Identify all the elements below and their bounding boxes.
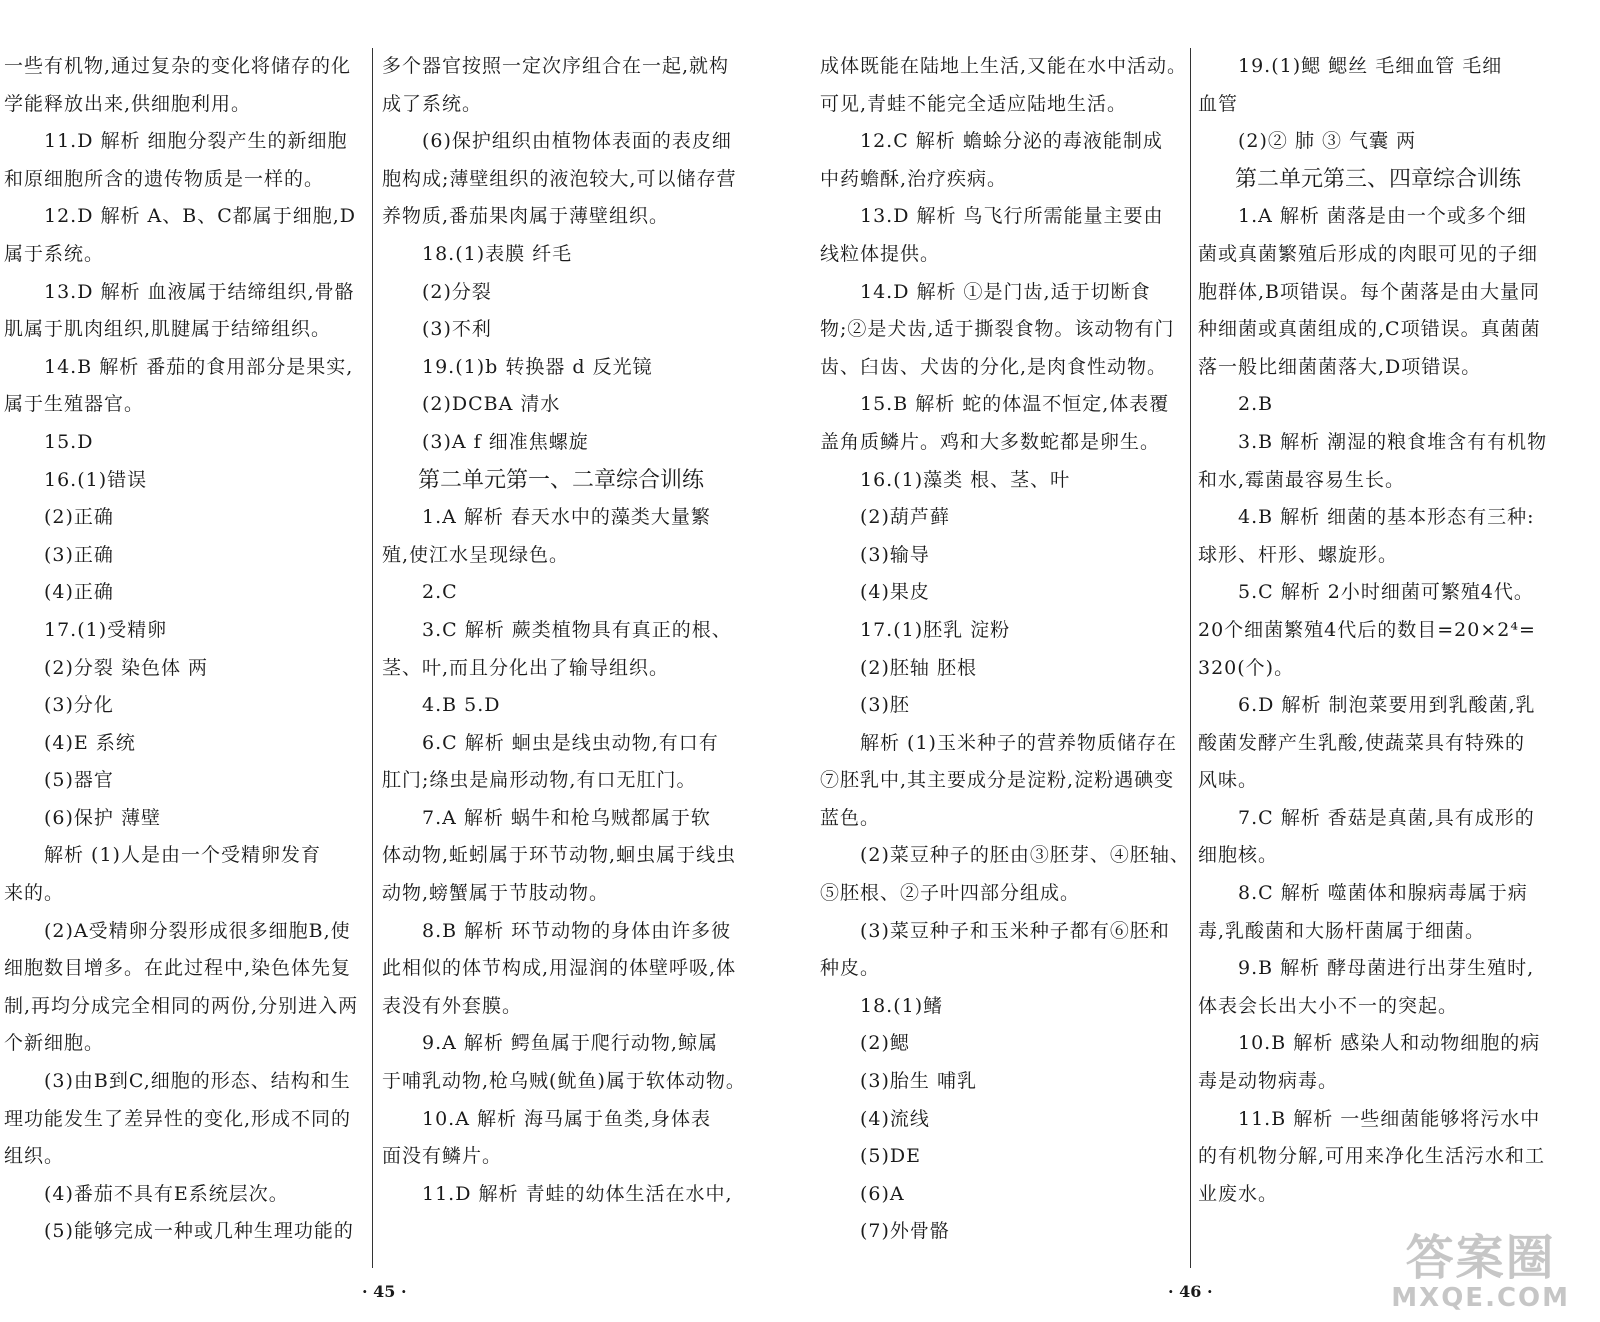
text-line: 7.C 解析 香菇是真菌,具有成形的 <box>1238 806 1535 829</box>
text-line: 18.(1)鳍 <box>860 994 944 1017</box>
text-line: 6.C 解析 蛔虫是线虫动物,有口有 <box>422 731 719 754</box>
text-line: 13.D 解析 鸟飞行所需能量主要由 <box>860 205 1164 228</box>
text-line: (2)鳃 <box>860 1032 910 1055</box>
text-line: (2)A受精卵分裂形成很多细胞B,使 <box>44 919 351 942</box>
text-line: (5)能够完成一种或几种生理功能的 <box>44 1220 354 1243</box>
text-line: 毒是动物病毒。 <box>1198 1070 1339 1093</box>
text-line: 11.D 解析 青蛙的幼体生活在水中, <box>422 1182 733 1205</box>
text-line: 3.B 解析 潮湿的粮食堆含有有机物 <box>1238 430 1548 453</box>
text-line: 属于系统。 <box>4 242 105 265</box>
text-line: 17.(1)胚乳 淀粉 <box>860 618 1011 641</box>
text-line: 1.A 解析 菌落是由一个或多个细 <box>1238 205 1527 228</box>
text-line: 一些有机物,通过复杂的变化将储存的化 <box>4 55 352 77</box>
text-line: 10.A 解析 海马属于鱼类,身体表 <box>422 1107 712 1130</box>
text-line: 19.(1)鳃 鳃丝 毛细血管 毛细 <box>1238 55 1503 77</box>
text-line: 体表会长出大小不一的突起。 <box>1198 994 1459 1017</box>
text-line: (3)输导 <box>860 543 930 566</box>
text-line: (3)A f 细准焦螺旋 <box>422 430 589 453</box>
text-line: 养物质,番茄果肉属于薄壁组织。 <box>382 205 670 228</box>
text-line: (3)由B到C,细胞的形态、结构和生 <box>44 1070 351 1093</box>
text-line: 肛门;绦虫是扁形动物,有口无肛门。 <box>382 769 697 792</box>
text-line: (6)A <box>860 1182 905 1205</box>
text-line: 的有机物分解,可用来净化生活污水和工 <box>1198 1145 1546 1168</box>
text-line: (4)流线 <box>860 1107 930 1130</box>
text-line: 于哺乳动物,枪乌贼(鱿鱼)属于软体动物。 <box>382 1070 746 1093</box>
text-line: 17.(1)受精卵 <box>44 618 168 641</box>
text-line: (4)正确 <box>44 581 114 604</box>
text-line: (2)正确 <box>44 506 114 529</box>
text-line: 15.B 解析 蛇的体温不恒定,体表覆 <box>860 393 1170 416</box>
text-line: (6)保护 薄壁 <box>44 806 161 829</box>
text-line: 细胞数目增多。在此过程中,染色体先复 <box>4 957 352 980</box>
text-line: 体动物,蚯蚓属于环节动物,蛔虫属于线虫 <box>382 844 737 867</box>
text-line: 血管 <box>1198 92 1239 115</box>
text-line: 320(个)。 <box>1198 656 1295 679</box>
text-line: 解析 (1)人是由一个受精卵发育 <box>44 844 321 867</box>
text-line: (4)番茄不具有E系统层次。 <box>44 1182 289 1205</box>
text-line: 14.B 解析 番茄的食用部分是果实, <box>44 355 354 378</box>
text-line: (4)E 系统 <box>44 731 136 754</box>
column-1 <box>4 48 362 1251</box>
text-line: 成体既能在陆地上生活,又能在水中活动。 <box>820 55 1188 77</box>
text-line: 线粒体提供。 <box>820 242 941 265</box>
text-line: 1.A 解析 春天水中的藻类大量繁 <box>422 506 711 529</box>
text-line: 此相似的体节构成,用湿润的体壁呼吸,体 <box>382 957 737 980</box>
text-line: 多个器官按照一定次序组合在一起,就构 <box>382 55 730 77</box>
column-3 <box>820 48 1190 1251</box>
text-line: 15.D <box>44 430 94 453</box>
text-line: 18.(1)表膜 纤毛 <box>422 242 573 265</box>
text-line: (2)胚轴 胚根 <box>860 656 977 679</box>
text-line: 中药蟾酥,治疗疾病。 <box>820 167 1008 190</box>
text-line: 11.D 解析 细胞分裂产生的新细胞 <box>44 130 348 153</box>
text-line: 风味。 <box>1198 769 1259 792</box>
text-line: 菌或真菌繁殖后形成的肉眼可见的子细 <box>1198 242 1539 265</box>
text-line: 7.A 解析 蜗牛和枪乌贼都属于软 <box>422 806 711 829</box>
text-line: 成了系统。 <box>382 92 483 115</box>
text-line: (3)不利 <box>422 318 492 341</box>
text-line: 盖角质鳞片。鸡和大多数蛇都是卵生。 <box>820 430 1161 453</box>
text-line: 12.D 解析 A、B、C都属于细胞,D <box>44 205 357 228</box>
text-line: 8.B 解析 环节动物的身体由许多彼 <box>422 919 732 942</box>
text-line: 业废水。 <box>1198 1182 1279 1205</box>
text-line: 属于生殖器官。 <box>4 393 145 416</box>
watermark-url: MXQE.COM <box>1391 1283 1570 1313</box>
text-line: 胞群体,B项错误。每个菌落是由大量同 <box>1198 280 1541 303</box>
text-line: 蓝色。 <box>820 806 881 829</box>
watermark-logo <box>1391 1232 1570 1312</box>
text-line: 16.(1)错误 <box>44 468 148 491</box>
text-line: 动物,螃蟹属于节肢动物。 <box>382 882 610 905</box>
text-line: 组织。 <box>4 1145 65 1168</box>
text-line: 物;②是犬齿,适于撕裂食物。该动物有门 <box>820 318 1175 341</box>
text-line: 12.C 解析 蟾蜍分泌的毒液能制成 <box>860 130 1163 153</box>
column-divider <box>372 48 373 1268</box>
text-line: (2)菜豆种子的胚由③胚芽、④胚轴、 <box>860 844 1190 867</box>
text-line: 4.B 5.D <box>422 694 501 717</box>
text-line: 11.B 解析 一些细菌能够将污水中 <box>1238 1107 1541 1130</box>
text-line: (5)器官 <box>44 769 114 792</box>
text-line: (3)胎生 哺乳 <box>860 1070 977 1093</box>
text-line: 2.B <box>1238 393 1274 416</box>
text-line: (7)外骨骼 <box>860 1220 950 1243</box>
text-line: 齿、臼齿、犬齿的分化,是肉食性动物。 <box>820 355 1168 378</box>
text-line: 6.D 解析 制泡菜要用到乳酸菌,乳 <box>1238 694 1536 717</box>
text-line: (2)DCBA 清水 <box>422 393 561 416</box>
text-line: (3)分化 <box>44 694 114 717</box>
text-line: (3)菜豆种子和玉米种子都有⑥胚和 <box>860 919 1170 942</box>
text-line: 2.C <box>422 581 458 604</box>
text-line: 10.B 解析 感染人和动物细胞的病 <box>1238 1032 1541 1055</box>
text-line: 和水,霉菌最容易生长。 <box>1198 468 1406 491</box>
text-line: (2)分裂 染色体 两 <box>44 656 208 679</box>
page-number-right: · 46 · <box>1168 1282 1213 1301</box>
text-line: 制,再均分成完全相同的两份,分别进入两 <box>4 994 359 1017</box>
text-line: 理功能发生了差异性的变化,形成不同的 <box>4 1107 352 1130</box>
text-line: ⑤胚根、②子叶四部分组成。 <box>820 882 1081 905</box>
page-number-left: · 45 · <box>362 1282 407 1301</box>
text-line: (5)DE <box>860 1145 922 1168</box>
text-line: 细胞核。 <box>1198 844 1279 867</box>
text-line: 毒,乳酸菌和大肠杆菌属于细菌。 <box>1198 919 1486 942</box>
text-line: 8.C 解析 噬菌体和腺病毒属于病 <box>1238 882 1528 905</box>
text-line: 和原细胞所含的遗传物质是一样的。 <box>4 167 325 190</box>
text-line: 殖,使江水呈现绿色。 <box>382 543 570 566</box>
text-line: 来的。 <box>4 882 65 905</box>
text-line: 学能释放出来,供细胞利用。 <box>4 92 252 115</box>
column-4 <box>1198 48 1558 1213</box>
text-line: (2)分裂 <box>422 280 492 303</box>
text-line: 13.D 解析 血液属于结缔组织,骨骼 <box>44 280 355 303</box>
text-line: 表没有外套膜。 <box>382 994 523 1017</box>
text-line: 种皮。 <box>820 957 881 980</box>
watermark-text: 答案圈 <box>1405 1230 1556 1286</box>
text-line: 胞构成;薄壁组织的液泡较大,可以储存营 <box>382 167 737 190</box>
text-line: (6)保护组织由植物体表面的表皮细 <box>422 130 732 153</box>
text-line: 茎、叶,而且分化出了输导组织。 <box>382 656 670 679</box>
text-line: 20个细菌繁殖4代后的数目=20×2⁴= <box>1198 618 1536 641</box>
text-line: 球形、杆形、螺旋形。 <box>1198 543 1399 566</box>
text-line: 种细菌或真菌组成的,C项错误。真菌菌 <box>1198 318 1541 341</box>
text-line: ⑦胚乳中,其主要成分是淀粉,淀粉遇碘变 <box>820 769 1175 792</box>
text-line: 肌属于肌肉组织,肌腱属于结缔组织。 <box>4 318 332 341</box>
text-line: 5.C 解析 2小时细菌可繁殖4代。 <box>1238 581 1534 604</box>
text-line: 9.A 解析 鳄鱼属于爬行动物,鲸属 <box>422 1032 718 1055</box>
text-line: 19.(1)b 转换器 d 反光镜 <box>422 355 653 378</box>
text-line: 16.(1)藻类 根、茎、叶 <box>860 468 1071 491</box>
text-line: 落一般比细菌菌落大,D项错误。 <box>1198 355 1482 378</box>
text-line: (2)葫芦藓 <box>860 506 950 529</box>
text-line: 酸菌发酵产生乳酸,使蔬菜具有特殊的 <box>1198 731 1526 754</box>
text-line: (2)② 肺 ③ 气囊 两 <box>1238 130 1417 153</box>
text-line: 3.C 解析 蕨类植物具有真正的根、 <box>422 618 732 641</box>
text-line: 4.B 解析 细菌的基本形态有三种: <box>1238 506 1535 529</box>
column-2 <box>382 48 746 1213</box>
text-line: 面没有鳞片。 <box>382 1145 503 1168</box>
text-line: 9.B 解析 酵母菌进行出芽生殖时, <box>1238 957 1535 980</box>
text-line: (3)胚 <box>860 694 910 717</box>
text-line: (4)果皮 <box>860 581 930 604</box>
text-line: (3)正确 <box>44 543 114 566</box>
section-heading: 第二单元第三、四章综合训练 <box>1234 166 1521 192</box>
text-line: 可见,青蛙不能完全适应陆地生活。 <box>820 92 1128 115</box>
section-heading: 第二单元第一、二章综合训练 <box>417 467 704 493</box>
text-line: 解析 (1)玉米种子的营养物质储存在 <box>860 731 1177 754</box>
text-line: 个新细胞。 <box>4 1032 105 1055</box>
text-line: 14.D 解析 ①是门齿,适于切断食 <box>860 280 1151 303</box>
column-divider <box>1190 48 1191 1268</box>
